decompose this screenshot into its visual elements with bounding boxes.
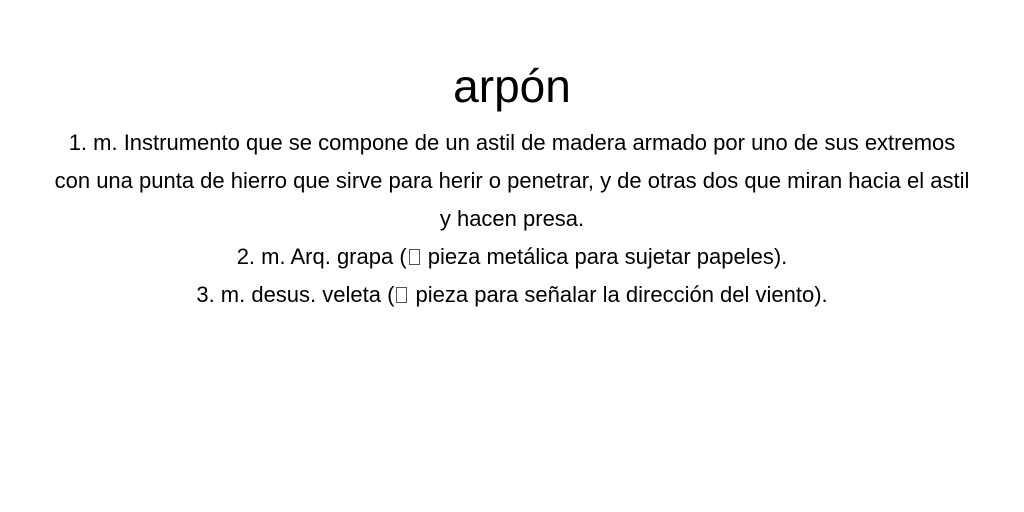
definitions-list — [52, 124, 972, 314]
definition-3-end: pieza para señalar la dirección del viento). — [409, 282, 828, 307]
missing-glyph-icon — [396, 287, 407, 303]
definition-2-start: 2. m. Arq. grapa ( — [236, 244, 407, 269]
missing-glyph-icon — [409, 249, 420, 265]
definition-1: 1. m. Instrumento que se compone de un astil de madera armado por uno de sus extremos con una punta de hierro que sirve para herir o penetrar, y de otras dos que miran hacia el astil y hacen presa. — [54, 130, 970, 231]
definition-3-start: 3. m. desus. veleta ( — [196, 282, 395, 307]
definition-3 — [52, 276, 972, 314]
definition-2-end: pieza metálica para sujetar papeles). — [421, 244, 788, 269]
headword: arpón — [453, 60, 571, 112]
definition-2 — [52, 238, 972, 276]
